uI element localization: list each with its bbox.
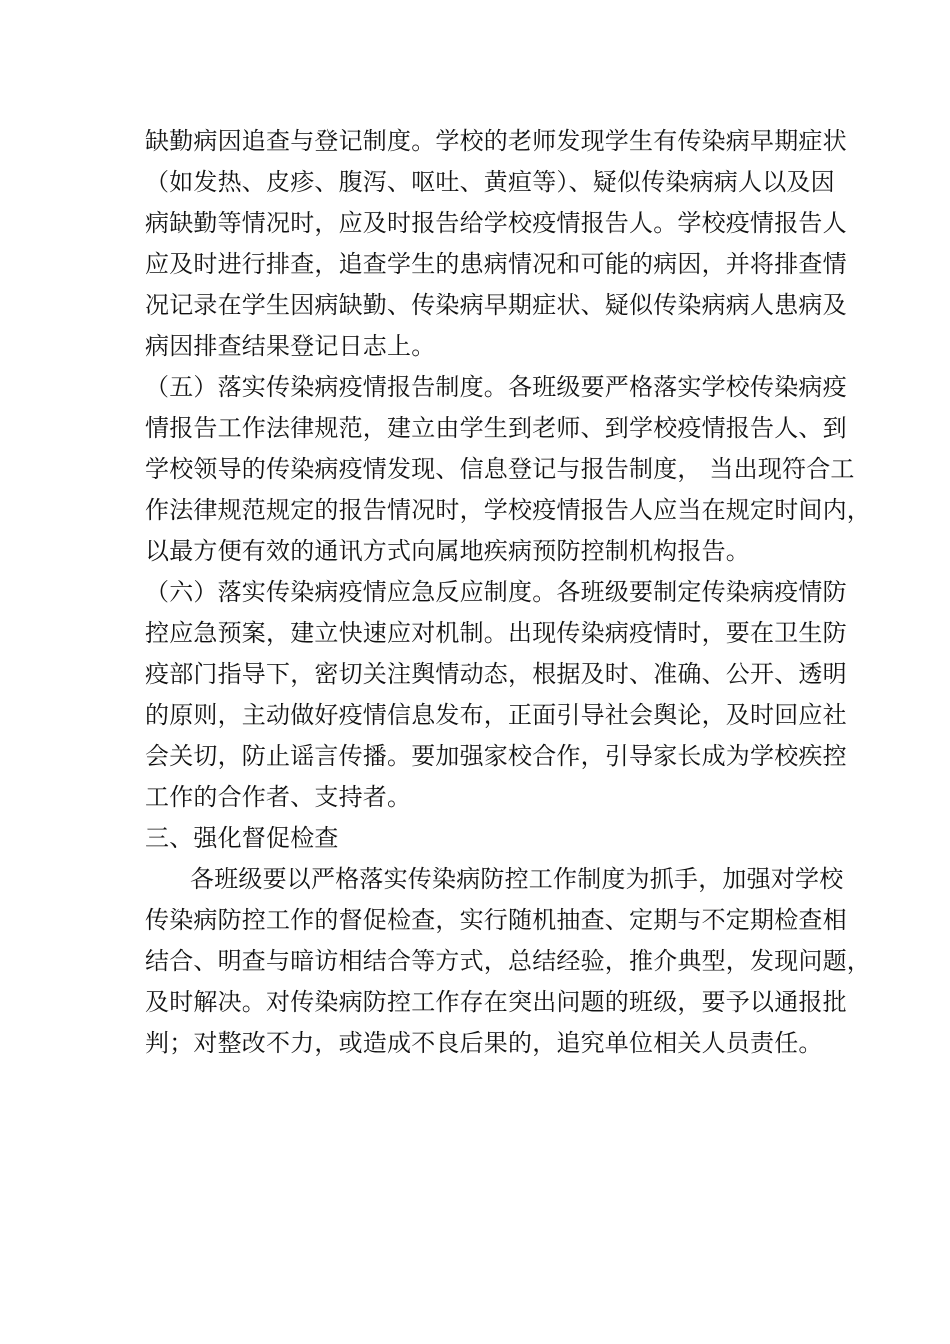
text-line-3: 病缺勤等情况时，应及时报告给学校疫情报告人。学校疫情报告人 [145, 209, 847, 237]
section-six-line-3: 疫部门指导下，密切关注舆情动态，根据及时、准确、公开、透明 [145, 660, 847, 688]
section-five-line-3: 学校领导的传染病疫情发现、信息登记与报告制度， 当出现符合工 [145, 455, 855, 483]
text-line-6: 病因排查结果登记日志上。 [145, 332, 436, 360]
section-three-line-5: 判；对整改不力，或造成不良后果的，追究单位相关人员责任。 [145, 1029, 823, 1057]
text-line-5: 况记录在学生因病缺勤、传染病早期症状、疑似传染病病人患病及 [145, 291, 847, 319]
section-five-line-2: 情报告工作法律规范，建立由学生到老师、到学校疫情报告人、到 [145, 414, 847, 442]
section-three-line-1: 各班级要以严格落实传染病防控工作制度为抓手，加强对学校 [190, 865, 844, 893]
text-line-2: （如发热、皮疹、腹泻、呕吐、黄疸等）、疑似传染病病人以及因 [145, 168, 835, 196]
section-heading-three: 三、强化督促检查 [145, 824, 339, 852]
section-five-line-4: 作法律规范规定的报告情况时，学校疫情报告人应当在规定时间内， [145, 496, 871, 524]
section-six-line-1: （六）落实传染病疫情应急反应制度。各班级要制定传染病疫情防 [145, 578, 847, 606]
section-three-line-2: 传染病防控工作的督促检查，实行随机抽查、定期与不定期检查相 [145, 906, 847, 934]
text-line-1: 缺勤病因追查与登记制度。学校的老师发现学生有传染病早期症状 [145, 127, 847, 155]
section-five-line-1: （五）落实传染病疫情报告制度。各班级要严格落实学校传染病疫 [145, 373, 847, 401]
section-three-line-3: 结合、明查与暗访相结合等方式，总结经验，推介典型，发现问题， [145, 947, 871, 975]
section-three-line-4: 及时解决。对传染病防控工作存在突出问题的班级，要予以通报批 [145, 988, 847, 1016]
section-six-line-4: 的原则，主动做好疫情信息发布，正面引导社会舆论，及时回应社 [145, 701, 847, 729]
section-six-line-5: 会关切，防止谣言传播。要加强家校合作，引导家长成为学校疾控 [145, 742, 847, 770]
text-line-4: 应及时进行排查，追查学生的患病情况和可能的病因，并将排查情 [145, 250, 847, 278]
section-five-line-5: 以最方便有效的通讯方式向属地疾病预防控制机构报告。 [145, 537, 750, 565]
section-six-line-2: 控应急预案，建立快速应对机制。出现传染病疫情时，要在卫生防 [145, 619, 847, 647]
section-six-line-6: 工作的合作者、支持者。 [145, 783, 412, 811]
